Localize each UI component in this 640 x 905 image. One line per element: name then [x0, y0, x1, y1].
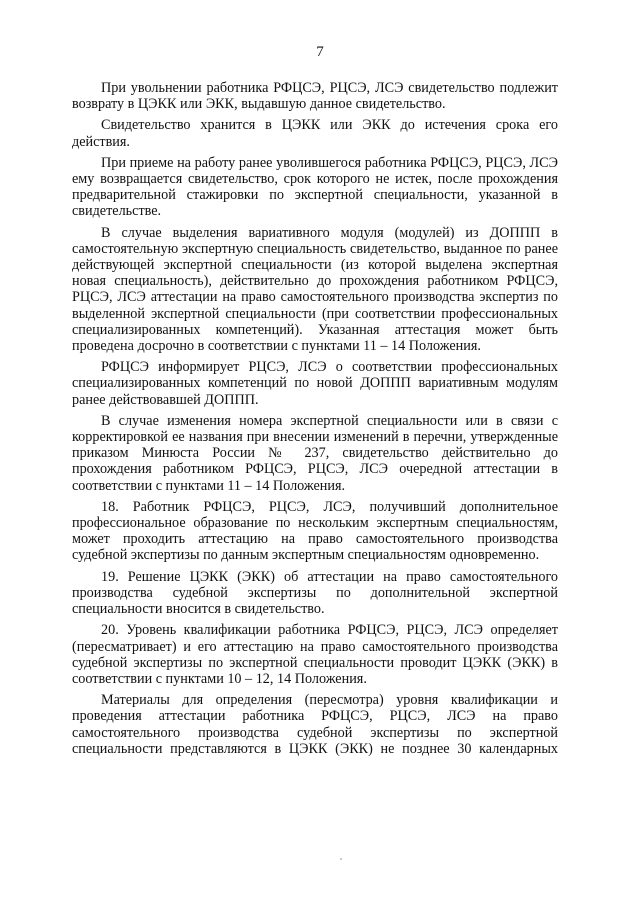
- scan-speck: [340, 858, 342, 860]
- page-number: 7: [316, 44, 324, 60]
- paragraph: В случае изменения номера экспертной специальности или в связи с корректировкой ее названия при внесении изменений в перечни, утвержденные приказом Минюста России № 237, свидетельство действительно до прохождения работником РФЦСЭ, РЦСЭ, ЛСЭ очередной аттестации в соответствии с пунктами 11 – 14 Положения.: [72, 412, 558, 494]
- paragraph: Свидетельство хранится в ЦЭКК или ЭКК до истечения срока его действия.: [72, 117, 558, 150]
- paragraph: Материалы для определения (пересмотра) уровня квалификации и проведения аттестации работника РФЦСЭ, РЦСЭ, ЛСЭ на право самостоятельного производства судебной экспертизы по экспертной специальности представляются в ЦЭКК (ЭКК) не позднее 30 календарных: [72, 692, 558, 757]
- paragraph: При увольнении работника РФЦСЭ, РЦСЭ, ЛСЭ свидетельство подлежит возврату в ЦЭКК или ЭКК, выдавшую данное свидетельство.: [72, 80, 558, 113]
- paragraph: 19. Решение ЦЭКК (ЭКК) об аттестации на право самостоятельного производства судебной экспертизы по дополнительной экспертной специальности вносится в свидетельство.: [72, 568, 558, 618]
- paragraph: 18. Работник РФЦСЭ, РЦСЭ, ЛСЭ, получивший дополнительное профессиональное образование по нескольким экспертным специальностям, может проходить аттестацию на право самостоятельного производства судебной экспертизы по данным экспертным специальностям одновременно.: [72, 498, 558, 564]
- paragraph: При приеме на работу ранее уволившегося работника РФЦСЭ, РЦСЭ, ЛСЭ ему возвращается свидетельство, срок которого не истек, после прохождения предварительной стажировки по экспертной специальности, указанной в свидетельстве.: [72, 154, 558, 220]
- paragraph: В случае выделения вариативного модуля (модулей) из ДОППП в самостоятельную экспертную специальность свидетельство, выданное по ранее действующей экспертной специальности (из которой выделена экспертная новая специальность), действительно до прохождения работником РФЦСЭ, РЦСЭ, ЛСЭ аттестации на право самостоятельного производства экспертиз по выделенной экспертной специальности (при соответствии профессиональных специализированных компетенций). Указанная аттестация может быть проведена досрочно в соответствии с пунктами 11 – 14 Положения.: [72, 224, 558, 355]
- paragraph: РФЦСЭ информирует РЦСЭ, ЛСЭ о соответствии профессиональных специализированных компетенций по новой ДОППП вариативным модулям ранее действовавшей ДОППП.: [72, 359, 558, 408]
- document-body: [72, 80, 558, 757]
- paragraph: 20. Уровень квалификации работника РФЦСЭ, РЦСЭ, ЛСЭ определяет (пересматривает) и его аттестацию на право самостоятельного производства судебной экспертизы по экспертной специальности проводит ЦЭКК (ЭКК) в соответствии с пунктами 10 – 12, 14 Положения.: [72, 622, 558, 687]
